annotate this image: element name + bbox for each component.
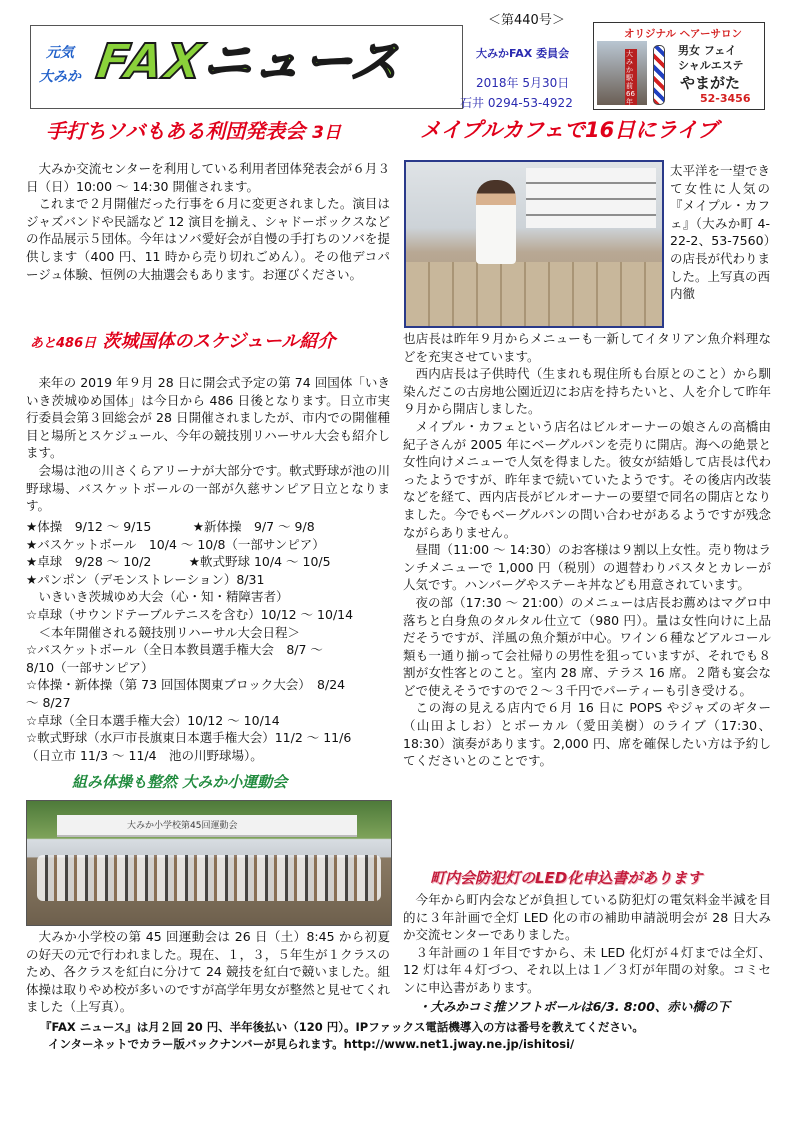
schedule-line: ★パンポン（デモンストレーション）8/31 [26,571,265,587]
article3-paragraph: 大みか小学校の第 45 回運動会は 26 日（土）8:45 から初夏の好天の元で行われました。現在、１，３，５年生が１クラスのため、各クラスを紅白に分けて 24 競技を紅白で競いました。組体操は取りやめ校が多いのですが高学年男女が整然と見せてくれました（上写真）。 [26,929,390,1015]
article1-title [46,118,341,146]
article5-title: 町内会防犯灯のLED化申込書があります [430,869,703,887]
article2-body [26,374,390,515]
schedule-line: ＜本年開催される競技別リハーサル大会日程＞ [26,624,301,640]
cafe-photo [404,160,664,328]
cafe-manager [476,180,516,264]
ad-salon-name: やまがた [680,74,741,92]
fax-news-logo: FAXニュース [93,34,406,90]
schedule-line: ☆軟式野球（水戸市長旗東日本選手権大会）11/2 ～ 11/6 [26,730,352,746]
salon-photo-sign: 大みか駅前 66年 [625,49,637,105]
article4-paragraph-cont: 也店長は昨年９月からメニューも一新してイタリアン魚介料理などを充実させています。 [403,331,771,364]
article4-paragraph: 昼間（11:00 ～ 14:30）のお客様は９割以上女性。売り物はランチメニューで 1,000 円（税別）の週替わりパスタとカレーが人気です。ハンバーグやステーキ丼なども用意されています。 [403,542,771,593]
schedule-line: （日立市 11/3 ～ 11/4 池の川野球場）。 [26,747,263,763]
issue-date: 2018年 5月30日 [476,76,570,90]
article4-paragraph: 西内店長は子供時代（生まれも現住所も台原とのこと）から馴染んだこの古房地公園近辺にお店を持ちたいと、人を介して昨年９月から開店しました。 [403,366,771,417]
kokutai-schedule [26,518,390,764]
softball-notice: ・大みかコミ推ソフトボールは6/3. 8:00、赤い橋の下 [418,999,730,1014]
footer-line1: 『FAX ニュース』は月２回 20 円、半年後払い（120 円）。IPファックス電話機導入の方は番号を教えてください。 [40,1020,644,1034]
article4-paragraph: この海の見える店内で６月 16 日に POPS やジャズのギター（山田よしお）とボーカル（愛田美樹）のライブ（17:30、18:30）演奏があります。2,000 円、席を確保したい方は予約してくださいとのことです。 [403,700,771,769]
issue-number: ＜第440号＞ [488,13,565,28]
salon-photo [597,41,647,105]
article5-body [403,891,771,997]
schedule-line: ☆卓球（サウンドテーブルテニスを含む）10/12 ～ 10/14 [26,606,354,622]
article1-paragraph: 大みか交流センターを利用している利用者団体発表会が６月３日（日）10:00 ～ 14:30 開催されます。 [26,161,390,194]
article5-paragraph: ３年計画の１年目ですから、未 LED 化灯が４灯までは全灯、12 灯は年４灯づつ、それ以上は１／３灯が年間の対象。コミセンに申込書があります。 [403,944,771,995]
genki-line2: 大みか [39,69,81,85]
article4-body [403,330,771,770]
schedule-line: ☆卓球（全日本選手権大会）10/12 ～ 10/14 [26,712,280,728]
article1-body [26,160,390,283]
cafe-stone-counter [406,262,662,326]
genki-line1: 元気 [46,45,74,61]
photo-banner: 大みか小学校第45回運動会 [127,821,238,831]
article3-body [26,928,390,1016]
committee-name: 大みかFAX 委員会 [476,47,570,60]
ad-line1: オリジナル ヘアーサロン [624,28,743,40]
schedule-line: ★バスケットボール 10/4 ～ 10/8（一部サンピア） [26,536,325,552]
article4-paragraph: メイプル・カフェという店名はビルオーナーの娘さんの高橋由紀子さんが 2005 年にベーグルパンを売りに開店。海への絶景と女性向けメニューで人気を得ました。彼女が結婚して店長は代わったようですが、昨年まで続いていたようです。その後店内改装などを経て、西内店長がビルオーナーの要望で同名の開店となりました。今でもベーグルパンの問い合わせがあるようですが残念ながらありません。 [403,418,771,540]
schedule-line: ★卓球 9/28 ～ 10/2 ★軟式野球 10/4 ～ 10/5 [26,554,331,570]
ad-phone: 52-3456 [700,92,751,105]
article1-title-day: 3日 [312,123,342,143]
cafe-shelves [526,168,656,228]
footer-line2: インターネットでカラー版バックナンバーが見られます。http://www.net1.jway.ne.jp/ishitosi/ [48,1037,575,1051]
schedule-line: 8/10（一部サンピア） [26,659,154,675]
article3-title: 組み体操も整然 大みか小運動会 [72,773,288,791]
article2-paragraph: 会場は池の川さくらアリーナが大部分です。軟式野球が池の川野球場、バスケットボールの一部が久慈サンピア日立となります。 [26,462,390,514]
barber-pole [653,45,665,105]
schedule-line: ☆体操・新体操（第 73 回国体関東ブロック大会） 8/24 [26,677,346,693]
article4-paragraph: 夜の部（17:30 ～ 21:00）のメニューは店長お薦めはマグロ中落ちと白身魚のタルタル仕立て（980 円）。量は女性向けに上品だそうですが、洋風の魚介類が中心。ワイン６種などアルコール類も一通り揃って会社帰りの男性を狙っていますが、それでも８割が女性客とのこと。室内 28 席、テラス 16 席。２階も宴会などで使えそうですので２～３千円でパーティーも引き受ける。 [403,594,771,698]
ad-line2: 男女 フェイ [678,44,737,57]
article2-title-text: 茨城国体のスケジュール紹介 [102,331,336,352]
students-formation [37,855,381,901]
article2-title [30,330,335,356]
article4-title: メイプルカフェで16日にライブ [420,118,719,142]
schedule-line: ☆バスケットボール（全日本教員選手権大会 8/7 ～ [26,642,323,658]
schedule-line: いきいき茨城ゆめ大会（心・知・精障害者） [26,589,289,605]
schedule-line: ★体操 9/12 ～ 9/15 ★新体操 9/7 ～ 9/8 [26,519,315,534]
contact-phone: 石井 0294-53-4922 [460,96,573,110]
article1-paragraph: これまで２月開催だった行事を６月に変更されました。演目はジャズバンドや民謡など 12 演目を揃え、シャドーボックスなどの作品展示５団体。今年はソバ愛好会が自慢の手打ちのソバを提供します（400 円、11 時から売り切れごめん）。その他デコパージュ体験、恒例の大抽選会もあります。お運びください。 [26,196,390,282]
article5-paragraph: 今年から町内会などが負担している防犯灯の電気料金半減を目的に３年計画で全灯 LED 化の市の補助申請説明会が 28 日大みか交流センターでありました。 [403,892,771,943]
schedule-line: ～ 8/27 [26,694,71,710]
ad-line3: シャルエステ [678,59,744,72]
hair-salon-ad [593,22,765,110]
article1-title-text: 手打ちソバもある利団発表会 [46,119,306,143]
article2-title-prefix: あと486日 [30,336,97,351]
masthead [30,25,463,109]
sports-day-photo [26,800,392,926]
article4-side-text: 太平洋を一望できて女性に人気の『メイプル・カフェ』（大みか町 4-22-2、53-7560）の店長が代わりました。上写真の西内徹 [670,163,771,302]
article2-paragraph: 来年の 2019 年９月 28 日に開会式予定の第 74 回国体「いきいき茨城ゆめ国体」は今日から 486 日後となります。日立市実行委員会第３回総会が 28 日開催されましたが、市内での開催種目と場所とスケジュール、今年の競技別リハーサル大会も紹介します。 [26,375,390,461]
